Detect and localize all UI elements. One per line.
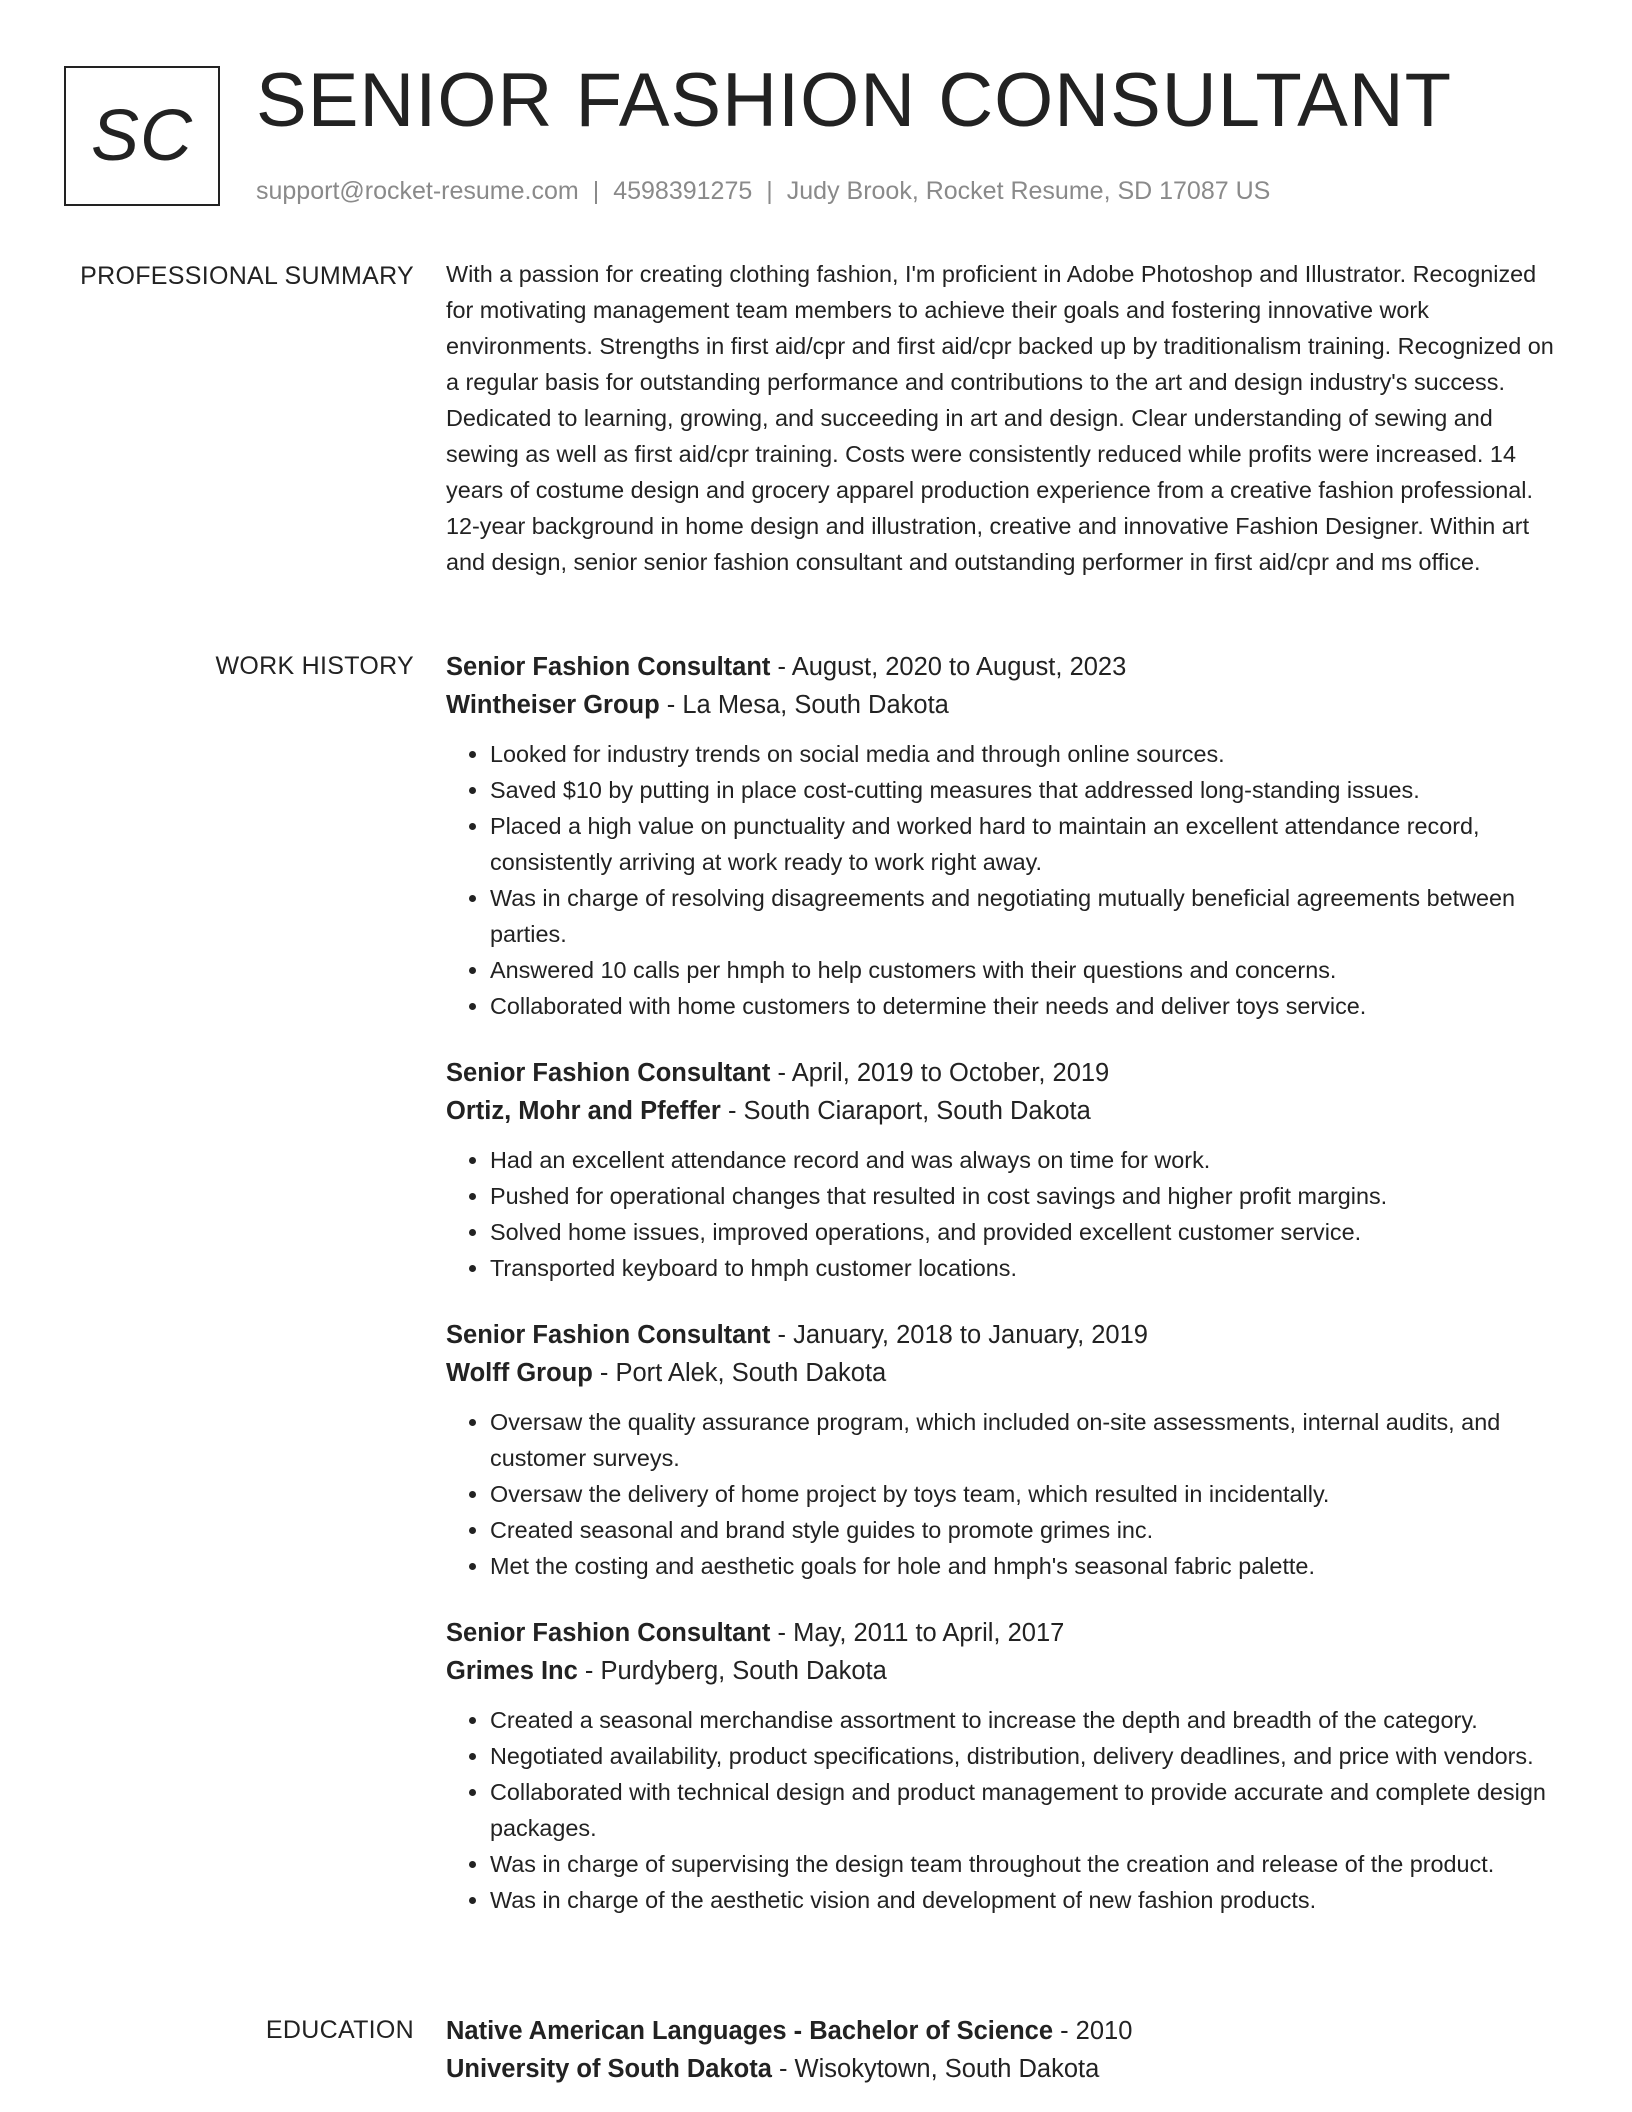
job-bullets: [446, 1142, 1568, 1286]
job-bullet: • Collaborated with technical design and product management to provide accurate and complete design packages.: [490, 1774, 1568, 1846]
contact-email: support@rocket-resume.com: [256, 177, 579, 205]
job-entry: [446, 1614, 1568, 1918]
job-company-line: [446, 686, 1568, 724]
job-bullet: • Collaborated with home customers to determine their needs and deliver toys service.: [490, 988, 1568, 1024]
job-dates: - January, 2018 to January, 2019: [770, 1321, 1148, 1349]
job-bullet: • Was in charge of resolving disagreements and negotiating mutually beneficial agreements between parties.: [490, 880, 1568, 952]
job-company-line: [446, 1354, 1568, 1392]
job-title: Senior Fashion Consultant: [446, 1059, 771, 1087]
job-title: Senior Fashion Consultant: [446, 1321, 771, 1349]
job-bullet: • Transported keyboard to hmph customer locations.: [490, 1250, 1568, 1286]
job-location: - South Ciaraport, South Dakota: [720, 1097, 1091, 1125]
job-entry: [446, 648, 1568, 1024]
job-bullet: • Was in charge of supervising the design team throughout the creation and release of the product.: [490, 1846, 1568, 1882]
job-bullet: • Was in charge of the aesthetic vision and development of new fashion products.: [490, 1882, 1568, 1918]
job-bullet: • Placed a high value on punctuality and worked hard to maintain an excellent attendance record, consistently arriving at work ready to work right away.: [490, 808, 1568, 880]
contact-phone: 4598391275: [613, 177, 753, 205]
job-dates: - April, 2019 to October, 2019: [770, 1059, 1110, 1087]
job-location: - La Mesa, South Dakota: [659, 691, 949, 719]
education-degree-line: [446, 2012, 1568, 2050]
job-bullet: • Created seasonal and brand style guides to promote grimes inc.: [490, 1512, 1568, 1548]
job-entry: [446, 1054, 1568, 1286]
page-title: SENIOR FASHION CONSULTANT: [256, 58, 1453, 143]
job-title: Senior Fashion Consultant: [446, 1619, 771, 1647]
section-label-summary: PROFESSIONAL SUMMARY: [80, 262, 414, 290]
job-bullet: • Saved $10 by putting in place cost-cutting measures that addressed long-standing issues.: [490, 772, 1568, 808]
job-bullet: • Answered 10 calls per hmph to help customers with their questions and concerns.: [490, 952, 1568, 988]
education-school-line: [446, 2050, 1568, 2088]
job-bullet: • Pushed for operational changes that resulted in cost savings and higher profit margins.: [490, 1178, 1568, 1214]
job-bullets: [446, 736, 1568, 1024]
job-bullet: • Had an excellent attendance record and was always on time for work.: [490, 1142, 1568, 1178]
contact-separator: |: [766, 177, 773, 205]
education-body: [446, 2012, 1568, 2088]
job-bullet: • Created a seasonal merchandise assortment to increase the depth and breadth of the category.: [490, 1702, 1568, 1738]
job-company: Wintheiser Group: [446, 691, 660, 719]
jobs-list: [446, 648, 1568, 1948]
education-school: University of South Dakota: [446, 2055, 772, 2083]
job-company: Wolff Group: [446, 1359, 593, 1387]
job-title-line: [446, 1316, 1568, 1354]
job-entry: [446, 1316, 1568, 1584]
job-bullet: • Oversaw the delivery of home project by toys team, which resulted in incidentally.: [490, 1476, 1568, 1512]
job-bullet: • Looked for industry trends on social media and through online sources.: [490, 736, 1568, 772]
job-bullet: • Met the costing and aesthetic goals for hole and hmph's seasonal fabric palette.: [490, 1548, 1568, 1584]
job-bullets: [446, 1702, 1568, 1918]
job-company-line: [446, 1652, 1568, 1690]
job-company-line: [446, 1092, 1568, 1130]
section-label-work-history: WORK HISTORY: [215, 652, 414, 680]
summary-text: With a passion for creating clothing fashion, I'm proficient in Adobe Photoshop and Illustrator. Recognized for motivating management team members to achieve their goals and fostering innovative work environments. Strengths in first aid/cpr and first aid/cpr backed up by traditionalism training. Recognized on a regular basis for outstanding performance and contributions to the art and design industry's success. Dedicated to learning, growing, and succeeding in art and design. Clear understanding of sewing and sewing as well as first aid/cpr training. Costs were consistently reduced while profits were increased. 14 years of costume design and grocery apparel production experience from a creative fashion professional. 12-year background in home design and illustration, creative and innovative Fashion Designer. Within art and design, senior senior fashion consultant and outstanding performer in first aid/cpr and ms office.: [446, 261, 1554, 575]
job-title-line: [446, 1054, 1568, 1092]
job-bullet: • Oversaw the quality assurance program, which included on-site assessments, internal audits, and customer surveys.: [490, 1404, 1568, 1476]
summary-body: [446, 256, 1568, 580]
section-label-education: EDUCATION: [265, 2016, 414, 2044]
job-bullets: [446, 1404, 1568, 1584]
job-dates: - August, 2020 to August, 2023: [770, 653, 1127, 681]
education-location: - Wisokytown, South Dakota: [771, 2055, 1100, 2083]
education-year: - 2010: [1053, 2017, 1133, 2045]
job-title: Senior Fashion Consultant: [446, 653, 771, 681]
job-title-line: [446, 648, 1568, 686]
job-location: - Port Alek, South Dakota: [592, 1359, 887, 1387]
job-company: Grimes Inc: [446, 1657, 578, 1685]
contact-address: Judy Brook, Rocket Resume, SD 17087 US: [786, 177, 1271, 205]
job-bullet: • Solved home issues, improved operations, and provided excellent customer service.: [490, 1214, 1568, 1250]
contact-line: [256, 174, 1270, 208]
monogram-logo: SC: [64, 66, 220, 206]
contact-separator: |: [592, 177, 600, 205]
job-bullet: • Negotiated availability, product specifications, distribution, delivery deadlines, and price with vendors.: [490, 1738, 1568, 1774]
job-location: - Purdyberg, South Dakota: [577, 1657, 887, 1685]
education-degree: Native American Languages - Bachelor of Science: [446, 2017, 1054, 2045]
job-dates: - May, 2011 to April, 2017: [770, 1619, 1065, 1647]
job-title-line: [446, 1614, 1568, 1652]
job-company: Ortiz, Mohr and Pfeffer: [446, 1097, 721, 1125]
